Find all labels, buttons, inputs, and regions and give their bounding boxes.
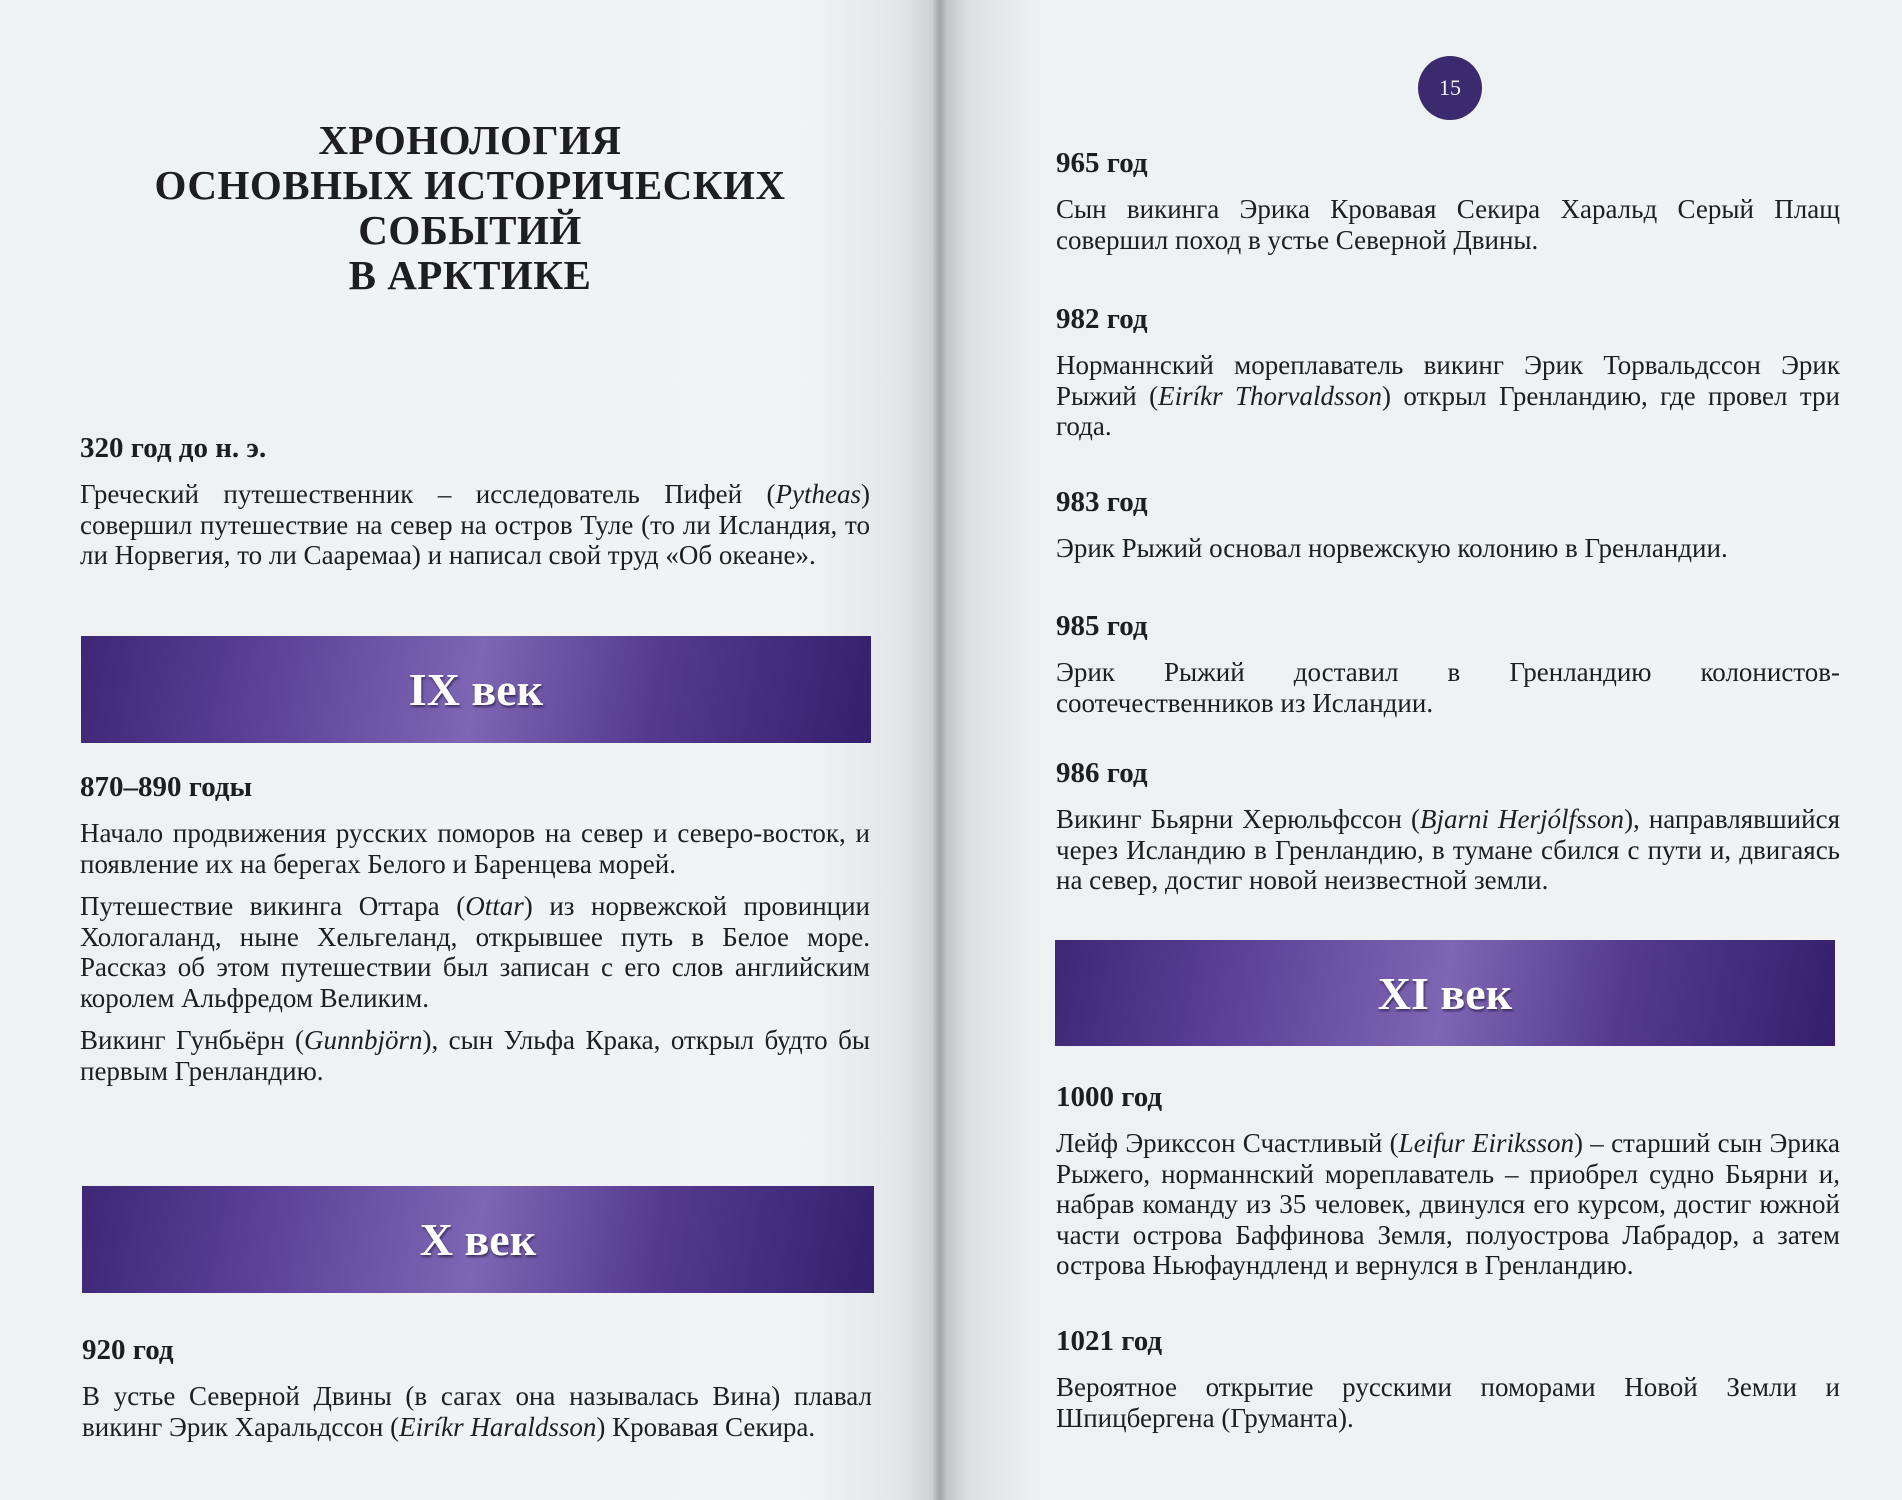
entry-year: 986 год bbox=[1056, 757, 1148, 789]
book-gutter bbox=[933, 0, 947, 1500]
page-number: 15 bbox=[1439, 75, 1461, 100]
entry-text: Греческий путешественник – исследователь Пифей (Pytheas) совершил путешествие на север на остров Туле (то ли Исландия, то ли Норвегия, то ли Сааремаа) и написал свой труд «Об океане». bbox=[80, 479, 870, 570]
page-number-badge bbox=[1418, 56, 1482, 120]
entry-1000 bbox=[1056, 1080, 1840, 1293]
entry-text: Лейф Эрикссон Счастливый (Leifur Eiriksson) – старший сын Эрика Рыжего, норманнский мореплаватель – приобрел судно Бьярни и, набрав команду из 35 человек, двинулся его курсом, достиг южной части острова Баффинова Земля, полуострова Лабрадор, а затем острова Ньюфаундленд и вернулся в Гренландию. bbox=[1056, 1128, 1840, 1280]
entry-text: Сын викинга Эрика Кровавая Секира Харальд Серый Плащ совершил поход в устье Северной Двины. bbox=[1056, 194, 1840, 255]
entry-text: Эрик Рыжий основал норвежскую колонию в Гренландии. bbox=[1056, 533, 1728, 563]
entry-year: 870–890 годы bbox=[80, 771, 253, 803]
entry-text: Эрик Рыжий доставил в Гренландию колонистов-соотечественников из Исландии. bbox=[1056, 657, 1840, 718]
title-line-2: ОСНОВНЫХ ИСТОРИЧЕСКИХ СОБЫТИЙ bbox=[154, 162, 786, 253]
title-line-1: ХРОНОЛОГИЯ bbox=[318, 117, 622, 163]
entry-year: 1021 год bbox=[1056, 1325, 1163, 1357]
century-label: IX век bbox=[408, 664, 544, 715]
chapter-title bbox=[60, 118, 880, 298]
entry-text: Викинг Бьярни Херюльфссон (Bjarni Herjólfsson), направлявшийся через Исландию в Гренландию, в тумане сбился с пути и, двигаясь на север, достиг новой неизвестной земли. bbox=[1056, 804, 1840, 895]
entry-320bc bbox=[80, 431, 870, 583]
entry-year: 965 год bbox=[1056, 147, 1148, 179]
entry-982 bbox=[1056, 302, 1840, 454]
entry-920 bbox=[82, 1333, 872, 1454]
entry-text: Вероятное открытие русскими поморами Новой Земли и Шпицбергена (Груманта). bbox=[1056, 1372, 1840, 1433]
entry-text: Норманнский мореплаватель викинг Эрик Торвальдссон Эрик Рыжий (Eiríkr Thorvaldsson) открыл Гренландию, где провел три года. bbox=[1056, 350, 1840, 441]
entry-year: 1000 год bbox=[1056, 1081, 1163, 1113]
entry-year: 320 год до н. э. bbox=[80, 432, 267, 464]
entry-986 bbox=[1056, 756, 1840, 908]
century-banner-x bbox=[82, 1186, 874, 1293]
entry-965 bbox=[1056, 146, 1840, 267]
entry-1021 bbox=[1056, 1324, 1840, 1445]
century-banner-ix bbox=[81, 636, 871, 743]
entry-year: 985 год bbox=[1056, 610, 1148, 642]
century-banner-xi bbox=[1055, 940, 1835, 1046]
century-label: XI век bbox=[1377, 967, 1513, 1019]
entry-year: 920 год bbox=[82, 1334, 174, 1366]
entry-870-890 bbox=[80, 770, 870, 1098]
entry-text: В устье Северной Двины (в сагах она называлась Вина) плавал викинг Эрик Харальдссон (Eiríkr Haraldsson) Кровавая Секира. bbox=[82, 1381, 872, 1442]
century-label: X век bbox=[419, 1214, 537, 1265]
entry-year: 983 год bbox=[1056, 486, 1148, 518]
entry-text: Начало продвижения русских поморов на север и северо-восток, и появление их на берегах Белого и Баренцева морей. bbox=[80, 818, 870, 879]
title-line-3: В АРКТИКЕ bbox=[348, 252, 592, 298]
entry-985 bbox=[1056, 609, 1840, 730]
entry-text: Викинг Гунбьёрн (Gunnbjörn), сын Ульфа Крака, открыл будто бы первым Гренландию. bbox=[80, 1025, 870, 1086]
entry-text: Путешествие викинга Оттара (Ottar) из норвежской провинции Хологаланд, ныне Хельгеланд, открывшее путь в Белое море. Рассказ об этом путешествии был записан с его слов английским королем Альфредом Великим. bbox=[80, 891, 870, 1013]
entry-983 bbox=[1056, 485, 1840, 576]
entry-year: 982 год bbox=[1056, 303, 1148, 335]
